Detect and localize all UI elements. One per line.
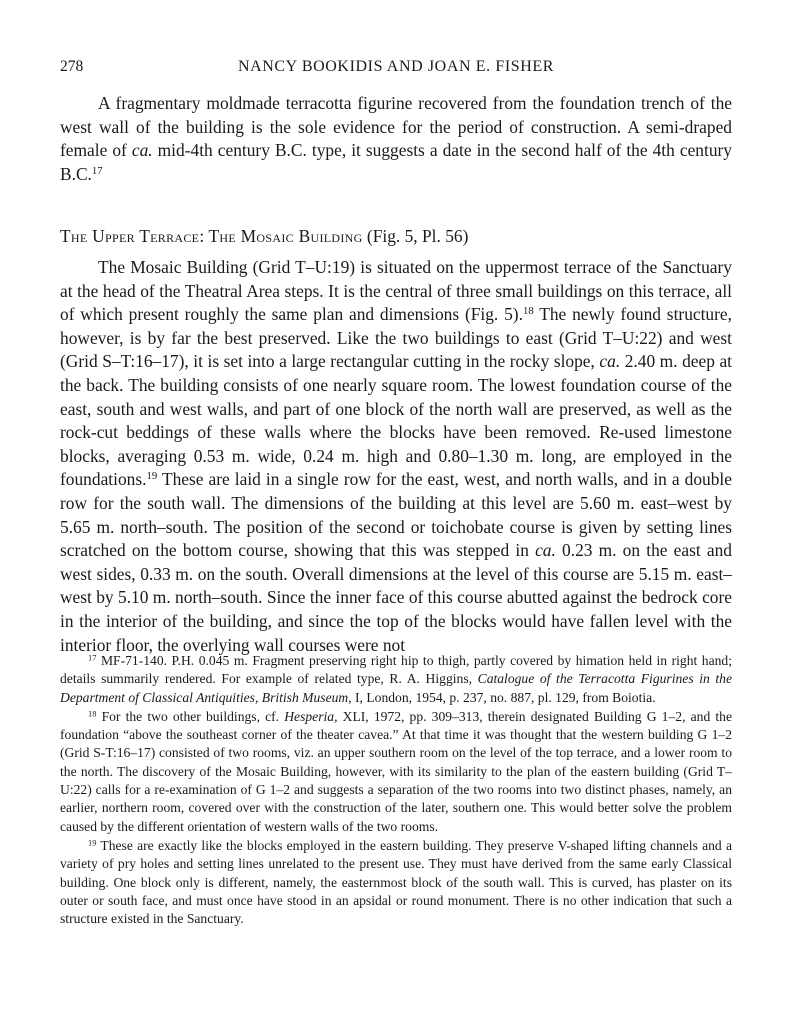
- text-run: These are laid in a single row for the east, west, and north walls, and in a double row for the south wall. The dimensions of the building at this level are 5.60 m. east–west by 5.65 m. north–south. The position of the second or toichobate course is given by setting lines scratched on the bottom course, showing that this was stepped in: [60, 469, 732, 561]
- heading-colon: :: [199, 226, 209, 246]
- footnote-ref-17[interactable]: 17: [91, 164, 103, 177]
- heading-part-building: The Mosaic Building: [208, 226, 363, 246]
- text-run: The newly found structure, however, is by far the best preserved. Like the two buildings to east (Grid T–U:22) and west (Grid S–T:16–17), it is set into a large rectangular cutting in the rocky slope,: [60, 304, 732, 372]
- footnote-number: 17: [88, 652, 97, 663]
- text-run: 2.40 m. deep at the back. The building consists of one nearly square room. The lowest foundation course of the east, south and west walls, and part of one block of the north wall are preserved, as well as the rock-cut beddings of these walls where the blocks have been removed. Re-used limestone blocks, averaging 0.53 m. wide, 0.24 m. high and 0.80–1.30 m. long, are employed in the foundations.: [60, 351, 733, 490]
- footnote-text: These are exactly like the blocks employed in the eastern building. They preserve V-shaped lifting channels and a variety of pry holes and setting lines unrelated to the present use. They must have derived from the same early Classical building. One block only is different, namely, the easternmost block of the south wall. This is curved, has plaster on its outer or south face, and must once have stood in an apsidal or round monument. There is no other indication that such a structure existed in the Sanctuary.: [60, 837, 732, 927]
- paragraph-1-text: [60, 92, 732, 186]
- footnote-text: , XLI, 1972, pp. 309–313, therein designated Building G 1–2, and the foundation “above the southeast corner of the theater cavea.” At that time it was thought that the western building G 1–2 (Grid S-T:16–17) consisted of two rooms, viz. an upper southern room on the level of the top terrace, and a lower room to the north. The discovery of the Mosaic Building, however, with its similarity to the plan of the eastern building (Grid T–U:22) calls for a re-examination of G 1–2 and suggests a separation of the two rooms into two distinct phases, namely, an earlier, northern room, covered over with the construction of the later, southern one. This would better solve the problem caused by the different orientation of western walls of the two rooms.: [60, 708, 732, 834]
- section-heading: [60, 225, 732, 248]
- paragraph-1: [60, 92, 732, 186]
- footnote-ref-18[interactable]: 18: [522, 305, 534, 318]
- text-run: type, it suggests a date in the second half of the 4th century: [306, 140, 732, 161]
- paragraph-2: [60, 256, 732, 657]
- footnote-journal-title: Hesperia: [284, 708, 335, 724]
- footnote-book-title: Catalogue of the Terracotta Figurines in the Department of Classical Antiquities, British Museum: [60, 671, 733, 705]
- heading-part-terrace: The Upper Terrace: [60, 226, 200, 246]
- footnote-ref-19[interactable]: 19: [146, 470, 158, 483]
- italic-ca: ca.: [599, 351, 621, 372]
- italic-ca: ca.: [535, 540, 556, 561]
- era-bc: B.C.: [60, 163, 92, 184]
- page-header: [60, 58, 732, 80]
- page-number: 278: [60, 58, 84, 75]
- heading-part-figure-ref: (Fig. 5, Pl. 56): [362, 226, 469, 246]
- paragraph-2-text: [60, 256, 732, 657]
- footnotes: [60, 652, 732, 929]
- footnote-18: [60, 708, 732, 836]
- footnote-17: [60, 652, 732, 707]
- footnote-number: 19: [88, 837, 97, 848]
- footnote-number: 18: [88, 708, 97, 719]
- text-run: mid-4th century: [152, 140, 275, 161]
- footnote-text: MF-71-140. P.H. 0.045 m. Fragment preserving right hip to thigh, partly covered by himation held in right hand; details summarily rendered. For example of related type, R. A. Higgins,: [60, 653, 732, 687]
- text-run: A fragmentary moldmade terracotta figurine recovered from the foundation trench of the west wall of the building is the sole evidence for the period of construction. A semi-draped female of: [60, 93, 732, 161]
- footnote-text: , I, London, 1954, p. 237, no. 887, pl. 129, from Boiotia.: [348, 689, 656, 705]
- footnote-19: [60, 837, 732, 928]
- footnote-text: For the two other buildings, cf.: [96, 708, 285, 724]
- running-title: NANCY BOOKIDIS AND JOAN E. FISHER: [237, 58, 555, 75]
- italic-ca: ca.: [131, 140, 153, 161]
- era-bc: B.C.: [274, 140, 307, 161]
- text-run: The Mosaic Building (Grid T–U:19) is situated on the uppermost terrace of the Sanctuary at the head of the Theatral Area steps. It is the central of three small buildings on this terrace, all of which present roughly the same plan and dimensions (Fig. 5).: [60, 257, 732, 325]
- text-run: 0.23 m. on the east and west sides, 0.33 m. on the south. Overall dimensions at the level of this course are 5.15 m. east–west by 5.10 m. north–south. Since the inner face of this course abutted against the bedrock core in the interior of the building, and since the top of the blocks would have fallen level with the interior floor, the overlying wall courses were not: [60, 540, 732, 655]
